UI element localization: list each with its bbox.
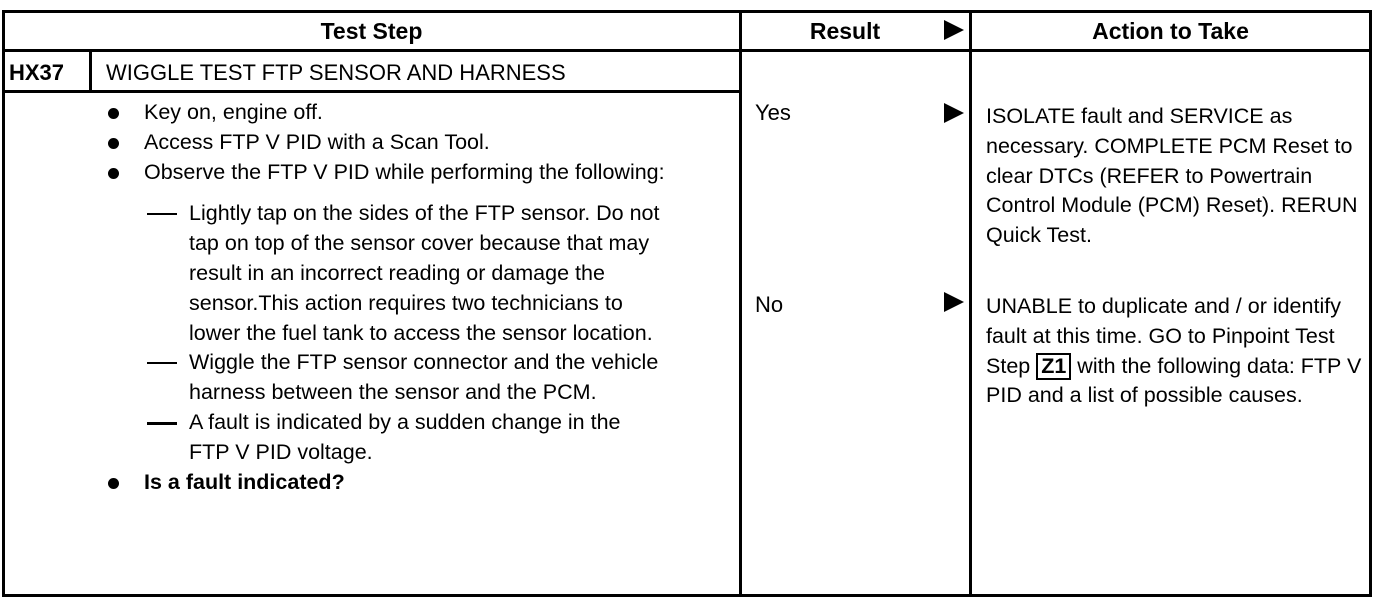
result-no-label: No <box>755 292 784 317</box>
procedure-bullet <box>102 128 742 158</box>
header-arrow-icon <box>944 20 964 40</box>
result-no-action <box>986 292 1371 411</box>
step-id: HX37 <box>9 60 65 85</box>
procedure-bullet-text: Access FTP V PID with a Scan Tool. <box>144 129 490 154</box>
header-result: Result <box>809 18 881 44</box>
procedure-question-list <box>102 468 742 498</box>
procedure-dash-item <box>144 348 664 408</box>
table-left-border <box>2 10 5 597</box>
result-no-action-text-cont: with the following data: FTP V PID and a list of possible causes. <box>986 353 1362 408</box>
procedure-dash-text: Wiggle the FTP sensor connector and the vehicle harness between the sensor and the PCM. <box>189 350 659 405</box>
test-procedure <box>102 98 742 497</box>
header-bottom-border <box>2 49 1372 52</box>
procedure-dash-text: Lightly tap on the sides of the FTP sensor. Do not tap on top of the sensor cover because that may result in an incorrect reading or damage the sensor.This action requires two technicians to lower the fuel tank to access the sensor location. <box>189 201 660 345</box>
step-title: WIGGLE TEST FTP SENSOR AND HARNESS <box>106 60 566 85</box>
table-top-border <box>2 10 1372 13</box>
result-yes-action: ISOLATE fault and SERVICE as necessary. COMPLETE PCM Reset to clear DTCs (REFER to Powertrain Control Module (PCM) Reset). RERUN Quick Test. <box>986 104 1358 248</box>
pinpoint-step-reference: Z1 <box>1036 353 1071 380</box>
procedure-bullet <box>102 98 742 128</box>
procedure-bullet-text: Key on, engine off. <box>144 100 323 124</box>
procedure-dash-text: A fault is indicated by a sudden change in the FTP V PID voltage. <box>189 409 621 464</box>
table-bottom-border <box>2 594 1372 597</box>
result-action-divider <box>969 10 972 597</box>
procedure-dash-item <box>144 408 664 468</box>
procedure-bullet-list <box>102 98 742 187</box>
step-id-divider <box>89 52 92 90</box>
procedure-bullet <box>102 158 684 188</box>
procedure-question-text: Is a fault indicated? <box>144 469 345 494</box>
procedure-bullet-text: Observe the FTP V PID while performing the following: <box>144 159 665 184</box>
result-no-arrow-icon <box>944 292 964 312</box>
header-test-step: Test Step <box>320 18 423 44</box>
result-no-action-text: UNABLE to duplicate and / or identify fault at this time. GO to Pinpoint Test Step <box>986 294 1341 378</box>
procedure-question <box>102 468 742 498</box>
procedure-dash-list <box>144 199 664 467</box>
step-title-bottom-border <box>2 90 740 93</box>
procedure-dash-item <box>144 199 664 348</box>
result-yes-label: Yes <box>755 100 791 125</box>
header-action-to-take: Action to Take <box>1092 18 1249 44</box>
result-yes-arrow-icon <box>944 103 964 123</box>
